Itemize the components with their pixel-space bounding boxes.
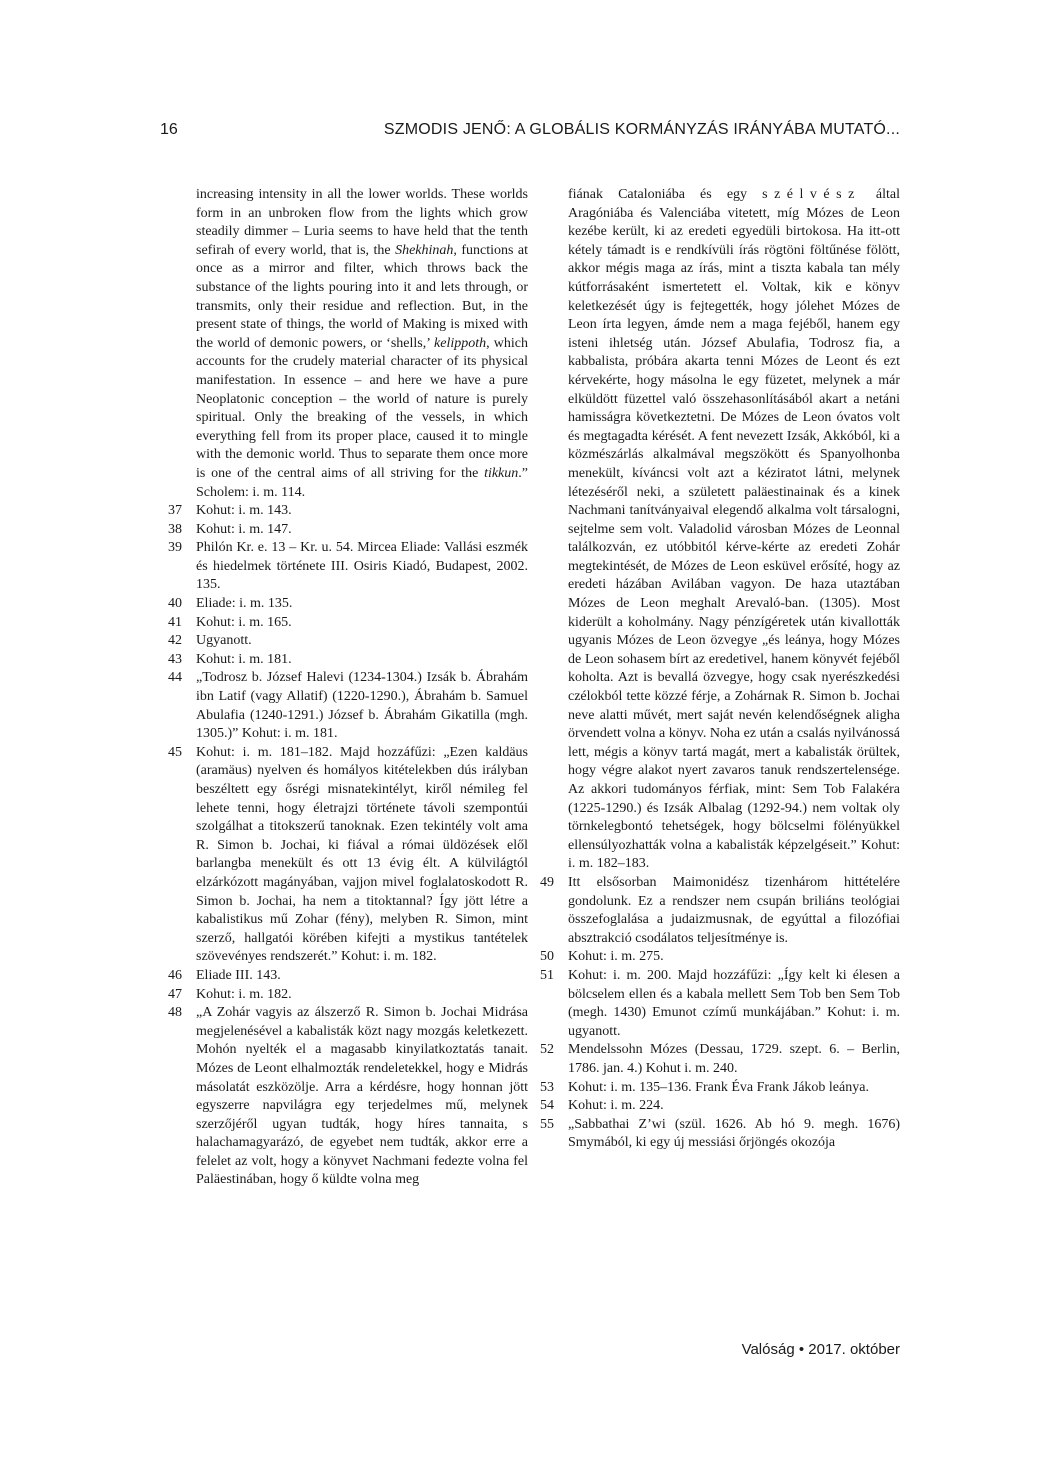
footnote-38: [168, 521, 528, 540]
footnote-text: Kohut: i. m. 182.: [196, 986, 292, 1002]
footnote-49: [540, 874, 900, 948]
footnote-53: [540, 1079, 900, 1098]
footnote-48: [168, 1004, 528, 1190]
footnote-text: Kohut: i. m. 147.: [196, 521, 292, 537]
footnote-text: Ugyanott.: [196, 633, 252, 649]
footnote-text: „Todrosz b. József Halevi (1234-1304.) Izsák b. Ábrahám ibn Latif (vagy Allatif) (1220-1290.), Ábrahám b. Samuel Abulafia (1240-1291.) József b. Ábrahám Gikatilla (mgh. 1305.)” Kohut: i. m. 181.: [196, 670, 528, 742]
footnote-44: [168, 669, 528, 743]
running-title: SZMODIS JENŐ: A GLOBÁLIS KORMÁNYZÁS IRÁNYÁBA MUTATÓ...: [383, 121, 900, 138]
footnote-54: [540, 1097, 900, 1116]
footnote-47: [168, 986, 528, 1005]
footnote-text: Kohut: i. m. 181–182. Majd hozzáfűzi: „Ezen kaldäus (aramäus) nyelven és homályos kitételekben dús irályban beszéltett egy ősrégi misnatekintélyt, kiről némileg fel lehete tenni, hogy életrajzi története távoli szempontúi szolgálhat a titokszerű tanoknak. Ezen tekintély volt ama R. Simon b. Jochai, ki fiával a római üldözések elől barlangba menekült és ott 13 évig élt. A külvilágtól elzárkózott magányában, vajjon mivel foglalatoskodott R. Simon b. Jochai, ha nem a titoktannal? Így jött létre a kabalistikus mű Zohar (fény), melyben R. Simon, mint szerző, hallgatói körében kifejti a mystikus tantételek szövevényes rendszerét.” Kohut: i. m. 182.: [196, 744, 528, 965]
footnote-42: [168, 632, 528, 651]
footnote-46: [168, 967, 528, 986]
italic-term: kelippoth: [434, 335, 487, 351]
footnote-text: „Sabbathai Z’wi (szül. 1626. Ab hó 9. megh. 1676) Smymából, ki egy új messiási őrjöngés okozója: [568, 1116, 900, 1151]
footnote-37: [168, 502, 528, 521]
footnote-51: [540, 967, 900, 1041]
footnote-text: „A Zohár vagyis az álszerző R. Simon b. Jochai Midrása megjelenésével a kabalisták közt nagy mozgás keletkezett. Mohón nyelték el a magasabb kinyilatkoztatás tanait. Mózes de Leont elhalmozták rendeletekkel, hogy e Midrás másolatát eszközölje. Arra a kérdésre, hogy honnan jött egyszerre napvilágra egy terjedelmes mű, melynek szerzőjéről ugyan tudták, hogy híres tannaita, s halachamagyarázó, de egyebet nem tudták, akkor erre a felelet az volt, hogy a könyvet Nachmani fedezte volna fel Paläestinában, hogy ő küldte volna meg: [196, 1005, 528, 1188]
footnote-40: [168, 595, 528, 614]
footnote-55: [540, 1116, 900, 1153]
footnote-number: 51: [540, 967, 554, 983]
footnote-number: 39: [168, 540, 182, 556]
letterspaced-word: szélvész: [762, 187, 861, 202]
footnote-number: 50: [540, 949, 554, 965]
footnote-number: 46: [168, 967, 182, 983]
footnote-number: 47: [168, 986, 182, 1002]
footnote-text: Mendelssohn Mózes (Dessau, 1729. szept. 6. – Berlin, 1786. jan. 4.) Kohut i. m. 240.: [568, 1042, 900, 1076]
italic-term: tikkun: [484, 465, 519, 481]
footnote-52: [540, 1041, 900, 1078]
footnote-text: Philón Kr. e. 13 – Kr. u. 54. Mircea Eliade: Vallási eszmék és hiedelmek története III. Osiris Kiadó, Budapest, 2002. 135.: [196, 540, 528, 593]
footnote-50: [540, 948, 900, 967]
footnote-text: Itt elsősorban Maimonidész tizenhárom hittételére gondolunk. Ez a rendszer nem csupán briliáns teológiai összefoglalása a judaizmusnak, de egyúttal a filozófiai absztrakció csodálatos teljesítménye is.: [568, 874, 900, 946]
footnote-45: [168, 744, 528, 967]
footnote-number: 38: [168, 521, 182, 537]
footnote-text: Kohut: i. m. 200. Majd hozzáfűzi: „Így kelt ki élesen a bölcselem ellen és a kabala mellett Sem Tob ben Sem Tob (megh. 1430) Emunot czímű munkájában.” Kohut: i. m. ugyanott.: [568, 967, 900, 1039]
footnote-number: 43: [168, 651, 182, 667]
page-number: 16: [160, 121, 178, 138]
footnote-text: Kohut: i. m. 135–136. Frank Éva Frank Jákob leánya.: [568, 1079, 869, 1095]
footnote-number: 53: [540, 1079, 554, 1095]
page-header: [160, 121, 900, 145]
continuation-paragraph: increasing intensity in all the lower worlds. These worlds form in an unbroken flow from the lights which grow steadily dimmer – Luria seems to have held that the tenth sefirah of every world, that is, the Shekhinah, functions at once as a mirror and filter, which throws back the substance of the lights pouring into it and lets through, or transmits, only their residue and reflection. But, in the present state of things, the world of Making is mixed with the world of demonic powers, or ‘shells,’ kelippoth, which accounts for the crudely material character of its physical manifestation. In essence – and here we have a pure Neoplatonic conception – the world of nature is purely spiritual. Only the breaking of the vessels, in which everything fell from its proper place, caused it to mingle with the demonic world. Thus to separate them once more is one of the central aims of all striving for the tikkun.” Scholem: i. m. 114.: [196, 187, 528, 500]
left-column: [168, 186, 528, 1190]
footnote-text: Eliade III. 143.: [196, 967, 281, 983]
footnote-number: 54: [540, 1098, 554, 1114]
footnote-text: Kohut: i. m. 181.: [196, 651, 292, 667]
footnote-text: Kohut: i. m. 275.: [568, 949, 664, 965]
footnote-text: Kohut: i. m. 165.: [196, 614, 292, 630]
footnote-number: 49: [540, 874, 554, 890]
footnote-43: [168, 651, 528, 670]
footnote-number: 48: [168, 1005, 182, 1021]
footnote-41: [168, 614, 528, 633]
right-column: [540, 186, 900, 1153]
footnote-text: Eliade: i. m. 135.: [196, 596, 293, 612]
footnote-number: 41: [168, 614, 182, 630]
footnote-number: 52: [540, 1042, 554, 1058]
footnote-39: [168, 539, 528, 595]
footnote-number: 40: [168, 596, 182, 612]
footnote-number: 37: [168, 503, 182, 519]
footnote-number: 44: [168, 670, 182, 686]
footnote-number: 42: [168, 633, 182, 649]
footnote-text: Kohut: i. m. 143.: [196, 503, 292, 519]
footnote-text: Kohut: i. m. 224.: [568, 1098, 664, 1114]
footnote-number: 45: [168, 744, 182, 760]
footnote-48-continuation: fiának Cataloniába és egy szélvész által Aragóniába és Valenciába vitetett, míg Mózes de Leon kezébe került, ki az eredeti egyedüli birtokosa. Ha itt-ott kétely támadt is e rendkívüli írás rögtöni föltűnése fölött, akkor mégis maga az írás, mint a tiszta kabala tan mély kútforrásaként ismertetett el. Voltak, kik e könyv keletkezését úgy is fejtegették, hogy jólehet Mózes de Leon írta legyen, ámde nem a maga fejéből, hanem egy isteni ihletség után. József Abulafia, Todrosz fia, a kabbalista, próbára akarta tenni Mózes de Leont és ezt kérvekérte, hogy másolna le egy füzetet, melynek a már elküldött füzettel való összehasonlításából akart a netáni hamisságra következtetni. De Mózes de Leon óvatos volt és megtagadta kérését. A fent nevezett Izsák, Akkóból, ki a közmészárlás alkalmával megszökött és Spanyolhonba menekült, kíváncsi volt azt a kéziratot látni, melynek létezéséről neki, a született paläestinainak és a kinek Nachmani tanítványaival elegendő alkalma volt társalogni, sejtelme sem volt. Valadolid városban Mózes de Leonnal találkozván, ez utóbbitól kérve-kérte az eredeti Zohár megtekintését, de Mózes de Leon esküvel erősíté, hogy az eredeti házában Avilában vagyon. De haza utaztában Mózes de Leon meghalt Arevaló-ban. (1305). Most kiderült a koholmány. Nagy pénzígéretek után kivallották ugyanis Mózes de Leon özvegye „és leánya, hogy Mózes de Leon sohasem bírt az eredetivel, hanem könyvét fejéből koholta. Azt is bevallá özvegye, hogy csak nyerészkedési czélokból tette közzé férje, a Zohárnak R. Simon b. Jochai neve alatti művét, mert saját nevén kelendőségnek aligha örvendett volna a könyv. Noha ez után a csalás nyilvánossá lett, mégis a könyv tartá magát, mert a kabalisták örültek, hogy végre alakot nyert zavaros tanuk rendszertelensége. Az akkori tudományos férfiak, mint: Sem Tob Falakéra (1225-1290.) és Izsák Albalag (1292-94.) nem voltak oly törnkelegbontó tehetségek, hogy bölcselmi fölényükkel ellensúlyozhatták volna a kabalisták képzelgéseit.” Kohut: i. m. 182–183.: [568, 187, 900, 872]
footnote-number: 55: [540, 1116, 554, 1132]
italic-term: Shekhinah: [395, 242, 454, 258]
page-footer: Valóság • 2017. október: [741, 1341, 900, 1358]
